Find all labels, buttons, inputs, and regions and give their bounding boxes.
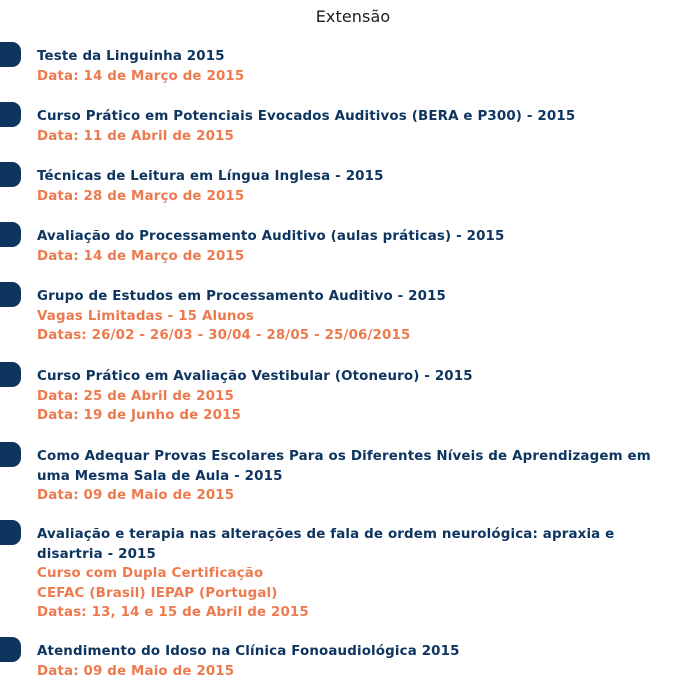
page-title: Extensão	[315, 7, 391, 26]
bullet-marker-icon	[0, 222, 21, 247]
course-date: Data: 09 de Maio de 2015	[37, 488, 235, 503]
course-date: Datas: 13, 14 e 15 de Abril de 2015	[37, 605, 309, 620]
course-title[interactable]: Grupo de Estudos em Processamento Auditivo - 2015	[37, 289, 447, 304]
bullet-marker-icon	[0, 442, 21, 467]
bullet-marker-icon	[0, 102, 21, 127]
course-date: Datas: 26/02 - 26/03 - 30/04 - 28/05 - 25/06/2015	[37, 328, 411, 343]
bullet-marker-icon	[0, 282, 21, 307]
course-detail: Vagas Limitadas - 15 Alunos	[37, 308, 255, 324]
course-date: Data: 09 de Maio de 2015	[37, 663, 235, 679]
course-date: Data: 11 de Abril de 2015	[37, 128, 234, 144]
course-title[interactable]: Como Adequar Provas Escolares Para os Diferentes Níveis de Aprendizagem em uma Mesma Sala de Aula - 2015	[37, 449, 651, 484]
course-title[interactable]: Curso Prático em Potenciais Evocados Auditivos (BERA e P300) - 2015	[37, 109, 576, 124]
bullet-marker-icon	[0, 520, 21, 545]
course-title[interactable]: Atendimento do Idoso na Clínica Fonoaudiológica 2015	[37, 644, 460, 659]
bullet-marker-icon	[0, 42, 21, 67]
course-date: Data: 28 de Março de 2015	[37, 188, 245, 204]
course-title[interactable]: Curso Prático em Avaliação Vestibular (Otoneuro) - 2015	[37, 369, 473, 384]
course-date: Data: 14 de Março de 2015	[37, 68, 245, 84]
bullet-marker-icon	[0, 362, 21, 387]
course-date: Data: 19 de Junho de 2015	[37, 408, 242, 423]
bullet-marker-icon	[0, 162, 21, 187]
course-title[interactable]: Avaliação do Processamento Auditivo (aulas práticas) - 2015	[37, 229, 505, 244]
bullet-marker-icon	[0, 637, 21, 662]
course-title[interactable]: Avaliação e terapia nas alterações de fala de ordem neurológica: apraxia e disartria - 2015	[37, 527, 615, 562]
course-title[interactable]: Técnicas de Leitura em Língua Inglesa - 2015	[37, 169, 384, 184]
course-detail: Curso com Dupla Certificação	[37, 566, 264, 581]
course-title[interactable]: Teste da Linguinha 2015	[37, 49, 225, 64]
course-date: Data: 14 de Março de 2015	[37, 248, 245, 264]
course-date: Data: 25 de Abril de 2015	[37, 388, 234, 404]
course-detail: CEFAC (Brasil) IEPAP (Portugal)	[37, 585, 278, 601]
